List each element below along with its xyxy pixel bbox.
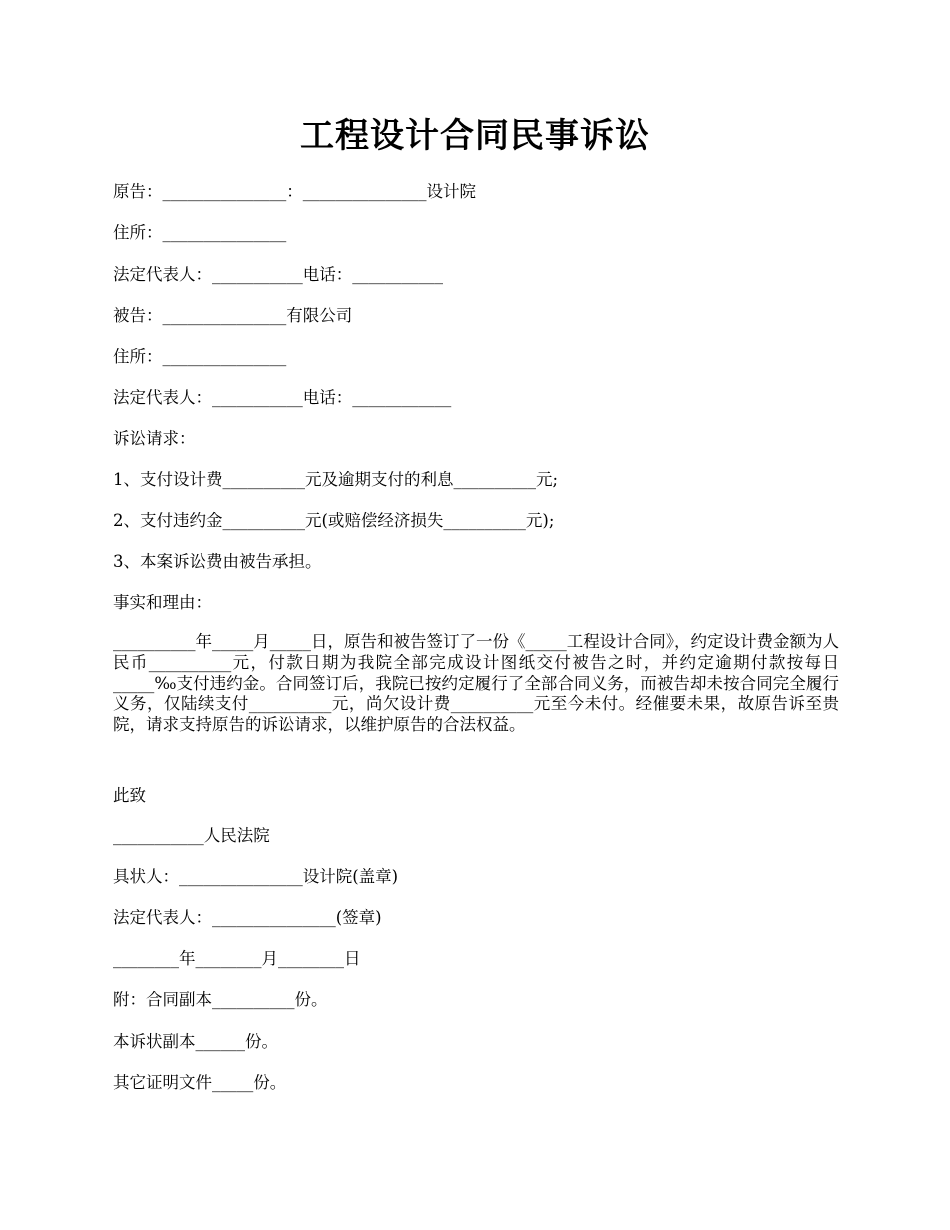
defendant-address-line: 住所：_______________	[113, 347, 287, 366]
attachment-contract-line: 附：合同副本__________份。	[113, 990, 328, 1009]
plaintiff-address-line: 住所：_______________	[113, 223, 287, 242]
salutation-line: 此致	[113, 786, 146, 805]
attachment-evidence-line: 其它证明文件_____份。	[113, 1073, 287, 1092]
petitioner-signature-line: 具状人：_______________设计院(盖章)	[113, 867, 399, 886]
plaintiff-representative-line: 法定代表人：___________电话：___________	[113, 265, 443, 284]
facts-paragraph: __________年_____月_____日，原告和被告签订了一份《_____工程设计合同》，约定设计费金额为人民币__________元，付款日期为我院全部完成设计图纸交付被告之时，并约定逾期付款按每日_____‰支付违约金。合同签订后，我院已按约定履行了全部合同义务，而被告却未按合同完全履行义务，仅陆续支付__________元，尚欠设计费__________元至今未付。经催要未果，故原告诉至贵院，请求支持原告的诉讼请求，以维护原告的合法权益。	[113, 632, 839, 735]
claim-item-3: 3、本案诉讼费由被告承担。	[113, 552, 322, 571]
court-line: ___________人民法院	[113, 826, 270, 845]
plaintiff-line: 原告：_______________：_______________设计院	[113, 182, 476, 201]
defendant-representative-line: 法定代表人：___________电话：____________	[113, 388, 452, 407]
representative-signature-line: 法定代表人：_______________(签章)	[113, 908, 382, 927]
document-title: 工程设计合同民事诉讼	[300, 116, 650, 156]
claims-heading: 诉讼请求：	[113, 429, 196, 448]
defendant-line: 被告：_______________有限公司	[113, 306, 353, 325]
claim-item-1: 1、支付设计费__________元及逾期支付的利息__________元;	[113, 470, 559, 489]
claim-item-2: 2、支付违约金__________元(或赔偿经济损失__________元);	[113, 511, 555, 530]
facts-heading: 事实和理由：	[113, 593, 212, 612]
date-line: ________年________月________日	[113, 949, 361, 968]
attachment-complaint-copy-line: 本诉状副本______份。	[113, 1032, 278, 1051]
